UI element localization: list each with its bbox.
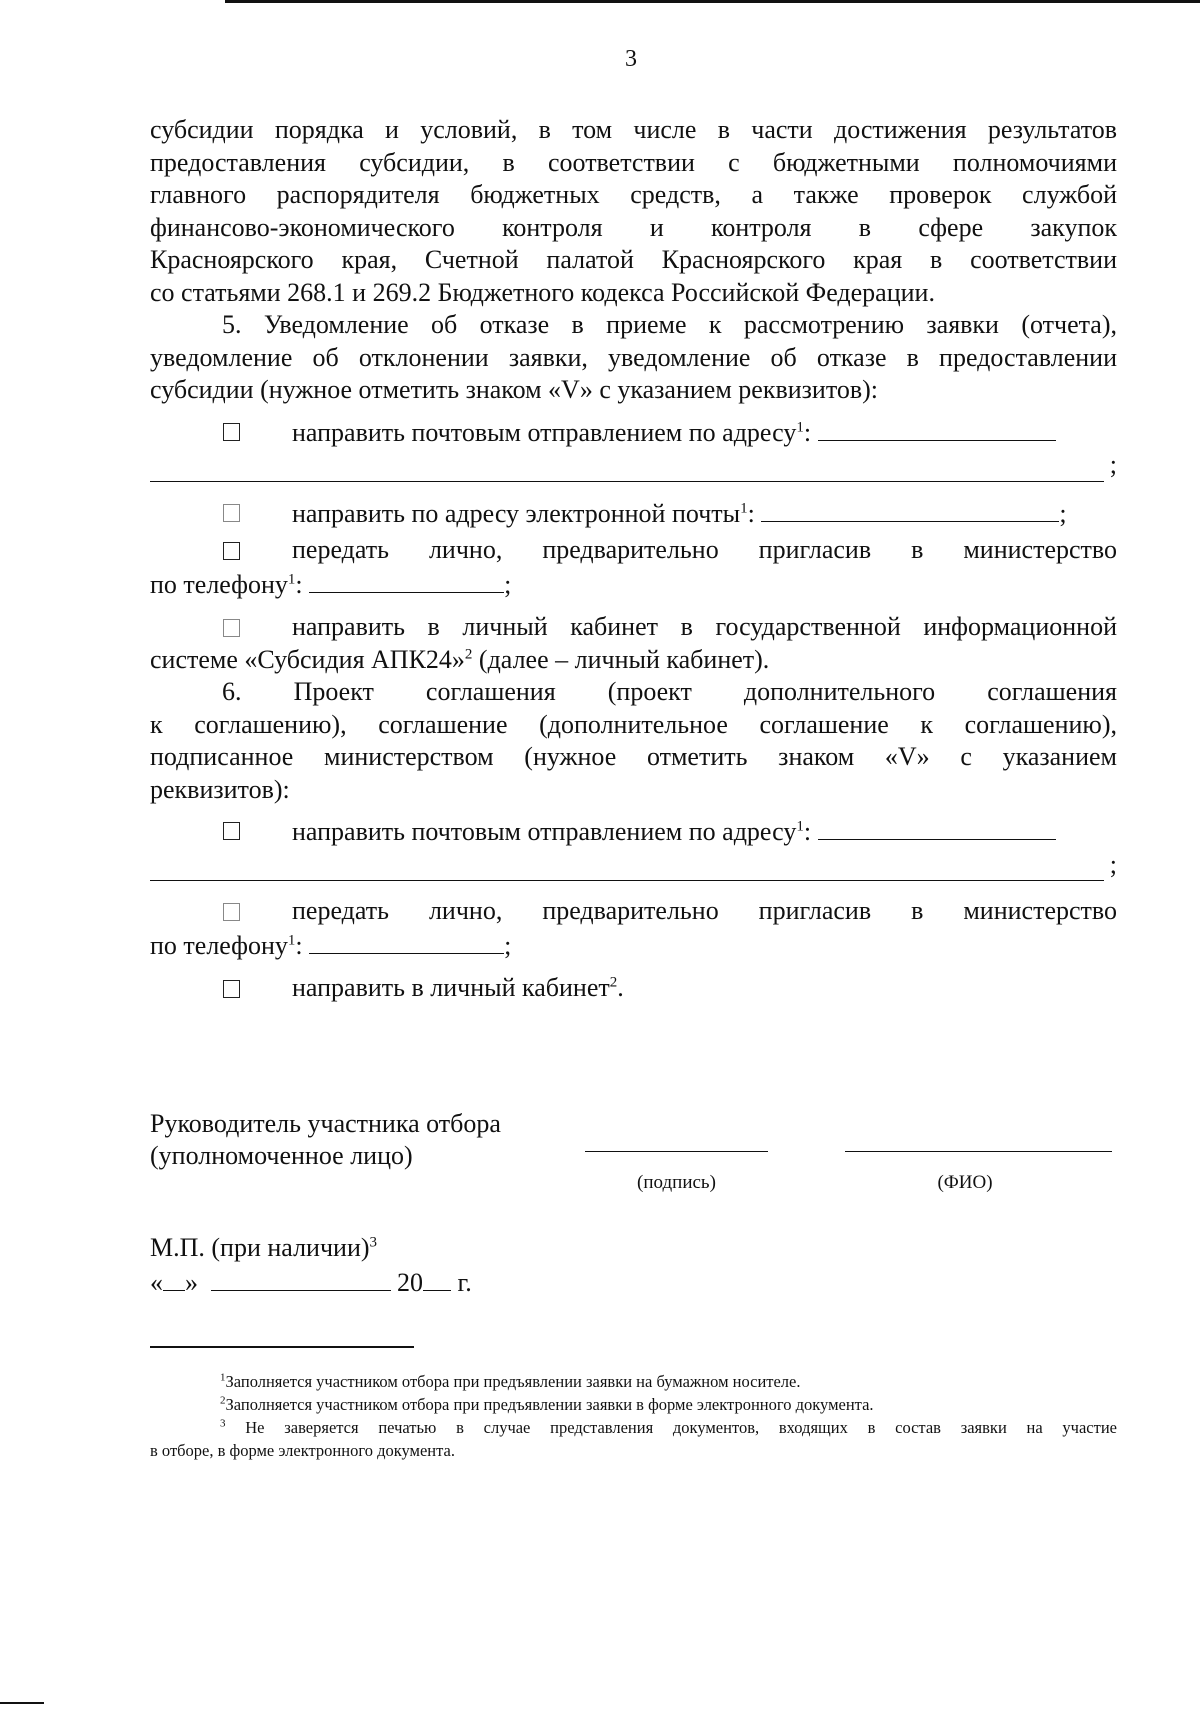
option-label: направить почтовым отправлением по адресу <box>292 417 797 447</box>
stamp-block <box>150 1230 472 1300</box>
email-field[interactable] <box>761 496 1059 522</box>
checkbox[interactable] <box>223 619 240 637</box>
footnote-2 <box>150 1393 1117 1416</box>
address-field[interactable] <box>818 415 1056 441</box>
option-label: передать лично, предварительно пригласив в министерство <box>292 535 1117 564</box>
checkbox[interactable] <box>223 423 240 441</box>
text-line: к соглашению), соглашение (дополнительное соглашение к соглашению), <box>150 709 1117 739</box>
address-field[interactable] <box>818 814 1056 840</box>
option-label: по телефону <box>150 569 288 599</box>
year-prefix: 20 <box>397 1268 423 1297</box>
section-5 <box>150 309 1117 676</box>
text-line: уведомление об отклонении заявки, уведомление об отказе в предоставлении <box>150 342 1117 372</box>
footnote-text: Заполняется участником отбора при предъявлении заявки на бумажном носителе. <box>225 1372 801 1391</box>
semicolon: ; <box>504 930 512 960</box>
signature-field[interactable] <box>585 1151 768 1152</box>
checkbox[interactable] <box>223 980 240 998</box>
semicolon: ; <box>504 569 512 599</box>
signer-title-line: (уполномоченное лицо) <box>150 1141 413 1170</box>
checkbox[interactable] <box>223 504 240 522</box>
text-line: подписанное министерством (нужное отметить знаком «V» с указанием <box>150 742 1117 771</box>
period: . <box>617 973 624 1002</box>
signer-title-line: Руководитель участника отбора <box>150 1109 501 1138</box>
option-label: передать лично, предварительно пригласив в министерство <box>292 896 1117 925</box>
document-body <box>150 114 1117 1005</box>
text-line: финансово-экономического контроля и контроля в сфере закупок <box>150 212 1117 242</box>
footnotes <box>150 1370 1117 1462</box>
month-field[interactable] <box>211 1268 391 1291</box>
colon: : <box>747 498 755 528</box>
year-field[interactable] <box>423 1268 451 1291</box>
option-label: направить в личный кабинет <box>292 973 610 1002</box>
footnote-ref: 1 <box>796 818 804 835</box>
option-s5-post <box>150 415 1117 450</box>
text-line: 5. Уведомление об отказе в приеме к рассмотрению заявки (отчета), <box>222 310 1117 339</box>
top-edge-rule <box>225 0 1200 3</box>
colon: : <box>295 930 303 960</box>
footnote-text: Заполняется участником отбора при предъявлении заявки в форме электронного документа. <box>225 1395 874 1414</box>
signer-title <box>150 1108 501 1172</box>
footnote-mark: 1 <box>220 1371 226 1384</box>
text-line: Красноярского края, Счетной палатой Красноярского края в соответствии <box>150 245 1117 274</box>
section-6 <box>150 676 1117 1005</box>
checkbox[interactable] <box>223 542 240 560</box>
address-field-continuation <box>150 849 1117 882</box>
colon: : <box>295 569 303 599</box>
text-line: главного распорядителя бюджетных средств, а также проверок службой <box>150 180 1117 209</box>
text-line: предоставления субсидии, в соответствии с бюджетными полномочиями <box>150 147 1117 177</box>
footnote-ref: 3 <box>369 1234 378 1251</box>
phone-line <box>150 567 1117 602</box>
day-field[interactable] <box>163 1268 185 1291</box>
blank-line[interactable] <box>150 853 1104 881</box>
footnote-ref: 1 <box>740 499 748 516</box>
text-line: 6. Проект соглашения (проект дополнительного соглашения <box>222 677 1117 706</box>
text-line: со статьями 268.1 и 269.2 Бюджетного кодекса Российской Федерации. <box>150 277 935 307</box>
page-number: 3 <box>625 46 637 72</box>
full-name-label: (ФИО) <box>937 1172 993 1193</box>
option-label: направить по адресу электронной почты <box>292 498 741 528</box>
text-line: реквизитов): <box>150 774 290 804</box>
close-quote: » <box>185 1268 198 1297</box>
checkbox[interactable] <box>223 822 240 840</box>
colon: : <box>803 817 812 846</box>
option-label: системе «Субсидия АПК24» <box>150 644 465 674</box>
semicolon: ; <box>1109 849 1117 879</box>
semicolon: ; <box>1059 498 1067 528</box>
footnote-1 <box>150 1370 1117 1393</box>
footnote-mark: 3 <box>220 1417 226 1430</box>
signature-label: (подпись) <box>637 1172 716 1193</box>
text-line: субсидии (нужное отметить знаком «V» с указанием реквизитов): <box>150 375 879 404</box>
year-suffix: г. <box>457 1268 472 1297</box>
footnote-text: Не заверяется печатью в случае представления документов, входящих в состав заявки на участие <box>225 1418 1117 1437</box>
footnote-ref: 1 <box>796 418 804 435</box>
intro-paragraph <box>150 114 1117 309</box>
full-name-field[interactable] <box>845 1151 1112 1152</box>
footnote-ref: 2 <box>464 645 473 662</box>
option-s5-cabinet <box>150 611 1117 644</box>
semicolon: ; <box>1109 450 1117 479</box>
option-s6-phone <box>150 895 1117 928</box>
footnote-mark: 2 <box>220 1394 226 1407</box>
phone-field[interactable] <box>309 567 504 593</box>
option-s5-email <box>150 496 1117 531</box>
footnote-separator <box>150 1346 414 1348</box>
option-label: по телефону <box>150 930 288 960</box>
option-s6-post <box>150 814 1117 849</box>
footnote-ref: 2 <box>609 974 618 991</box>
option-label: направить почтовым отправлением по адресу <box>292 817 797 846</box>
footnote-3 <box>150 1416 1117 1439</box>
cabinet-line <box>150 644 1117 677</box>
blank-line[interactable] <box>150 454 1104 482</box>
footnote-ref: 1 <box>287 931 296 948</box>
text-line: субсидии порядка и условий, в том числе в части достижения результатов <box>150 115 1117 144</box>
option-label: направить в личный кабинет в государственной информационной <box>292 612 1117 641</box>
bottom-edge-mark <box>0 1702 44 1704</box>
open-quote: « <box>150 1268 163 1297</box>
phone-line <box>150 928 1117 963</box>
date-line <box>150 1265 472 1300</box>
stamp-text: М.П. (при наличии) <box>150 1233 370 1262</box>
checkbox[interactable] <box>223 903 240 921</box>
footnote-ref: 1 <box>287 570 296 587</box>
option-s5-phone <box>150 534 1117 567</box>
stamp-label <box>150 1230 472 1265</box>
option-label: (далее – личный кабинет). <box>472 644 770 674</box>
phone-field[interactable] <box>309 928 504 954</box>
address-field-continuation <box>150 449 1117 482</box>
footnote-3-continued: в отборе, в форме электронного документа. <box>150 1441 455 1460</box>
option-s6-cabinet <box>150 972 1117 1005</box>
colon: : <box>803 417 812 447</box>
